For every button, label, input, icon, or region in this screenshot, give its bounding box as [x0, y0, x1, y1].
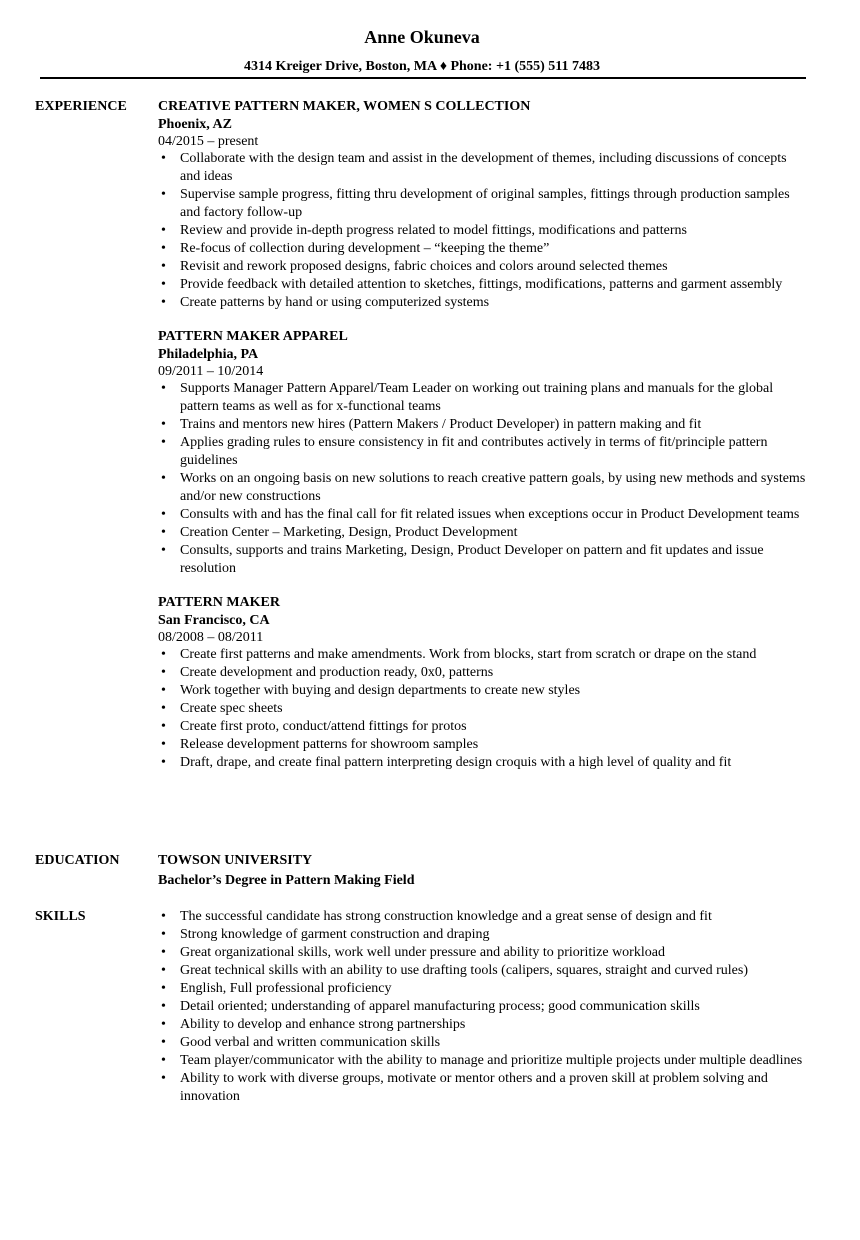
bullet-item: • Applies grading rules to ensure consistency in fit and contributes actively in terms of fit/principle pattern guidelines: [180, 434, 808, 470]
bullet-item: • Review and provide in-depth progress related to model fittings, modifications and patterns: [180, 222, 808, 240]
job-location: San Francisco, CA: [158, 613, 270, 628]
section-label-experience: EXPERIENCE: [35, 99, 127, 114]
bullet-item: • Create development and production ready, 0x0, patterns: [180, 664, 808, 682]
skill-item: • Ability to work with diverse groups, motivate or mentor others and a proven skill at problem solving and innovation: [180, 1070, 808, 1106]
bullet-item: • Supervise sample progress, fitting thru development of original samples, fittings through production samples and factory follow-up: [180, 186, 808, 222]
job-entry: [158, 328, 808, 578]
bullet-item: • Draft, drape, and create final pattern interpreting design croquis with a high level of quality and fit: [180, 754, 808, 772]
skill-item: • Team player/communicator with the ability to manage and prioritize multiple projects under multiple deadlines: [180, 1052, 808, 1070]
bullet-item: • Create spec sheets: [180, 700, 808, 718]
experience-body: [158, 98, 808, 788]
bullet-item: • Re-focus of collection during development – “keeping the theme”: [180, 240, 808, 258]
bullet-item: • Create first patterns and make amendments. Work from blocks, start from scratch or drape on the stand: [180, 646, 808, 664]
bullet-item: • Works on an ongoing basis on new solutions to reach creative pattern goals, by using new methods and systems and/or new constructions: [180, 470, 808, 506]
bullet-item: • Supports Manager Pattern Apparel/Team Leader on working out training plans and manuals for the global pattern teams as well as for x-functional teams: [180, 380, 808, 416]
bullet-item: • Collaborate with the design team and assist in the development of themes, including discussions of concepts and ideas: [180, 150, 808, 186]
job-location: Philadelphia, PA: [158, 347, 259, 362]
school-name: TOWSON UNIVERSITY: [158, 853, 313, 868]
header-divider: [40, 77, 806, 79]
skill-item: • Great organizational skills, work well under pressure and ability to prioritize workload: [180, 944, 808, 962]
job-title: CREATIVE PATTERN MAKER, WOMEN S COLLECTION: [158, 99, 531, 114]
bullet-item: • Create patterns by hand or using computerized systems: [180, 294, 808, 312]
skill-item: • The successful candidate has strong construction knowledge and a great sense of design and fit: [180, 908, 808, 926]
bullet-item: • Work together with buying and design departments to create new styles: [180, 682, 808, 700]
skill-item: • Ability to develop and enhance strong partnerships: [180, 1016, 808, 1034]
resume-header: [0, 26, 844, 76]
contact-line: 4314 Kreiger Drive, Boston, MA ♦ Phone: +1 (555) 511 7483: [243, 59, 600, 74]
bullet-item: • Consults, supports and trains Marketing, Design, Product Developer on pattern and fit updates and issue resolution: [180, 542, 808, 578]
bullet-item: • Create first proto, conduct/attend fittings for protos: [180, 718, 808, 736]
job-title: PATTERN MAKER APPAREL: [158, 329, 348, 344]
skills-body: [158, 908, 808, 1106]
job-dates: 09/2011 – 10/2014: [158, 364, 264, 379]
section-label-skills: SKILLS: [35, 909, 86, 924]
skill-item: • Strong knowledge of garment construction and draping: [180, 926, 808, 944]
job-bullets: [158, 150, 808, 312]
skill-item: • English, Full professional proficiency: [180, 980, 808, 998]
job-location: Phoenix, AZ: [158, 117, 232, 132]
degree-name: Bachelor’s Degree in Pattern Making Field: [158, 873, 415, 888]
section-label-education: EDUCATION: [35, 853, 120, 868]
skill-item: • Great technical skills with an ability to use drafting tools (calipers, squares, straight and curved rules): [180, 962, 808, 980]
bullet-item: • Consults with and has the final call for fit related issues when exceptions occur in Product Development teams: [180, 506, 808, 524]
skill-item: • Detail oriented; understanding of apparel manufacturing process; good communication skills: [180, 998, 808, 1016]
bullet-item: • Revisit and rework proposed designs, fabric choices and colors around selected themes: [180, 258, 808, 276]
education-body: [158, 852, 808, 890]
skill-item: • Good verbal and written communication skills: [180, 1034, 808, 1052]
bullet-item: • Creation Center – Marketing, Design, Product Development: [180, 524, 808, 542]
job-bullets: [158, 380, 808, 578]
candidate-name: Anne Okuneva: [364, 27, 480, 47]
job-title: PATTERN MAKER: [158, 595, 280, 610]
bullet-item: • Release development patterns for showroom samples: [180, 736, 808, 754]
bullet-item: • Trains and mentors new hires (Pattern Makers / Product Developer) in pattern making and fit: [180, 416, 808, 434]
job-bullets: [158, 646, 808, 772]
bullet-item: • Provide feedback with detailed attention to sketches, fittings, modifications, patterns and garment assembly: [180, 276, 808, 294]
skills-list: [158, 908, 808, 1106]
job-dates: 04/2015 – present: [158, 134, 259, 149]
job-entry: [158, 98, 808, 312]
job-entry: [158, 594, 808, 772]
job-dates: 08/2008 – 08/2011: [158, 630, 264, 645]
